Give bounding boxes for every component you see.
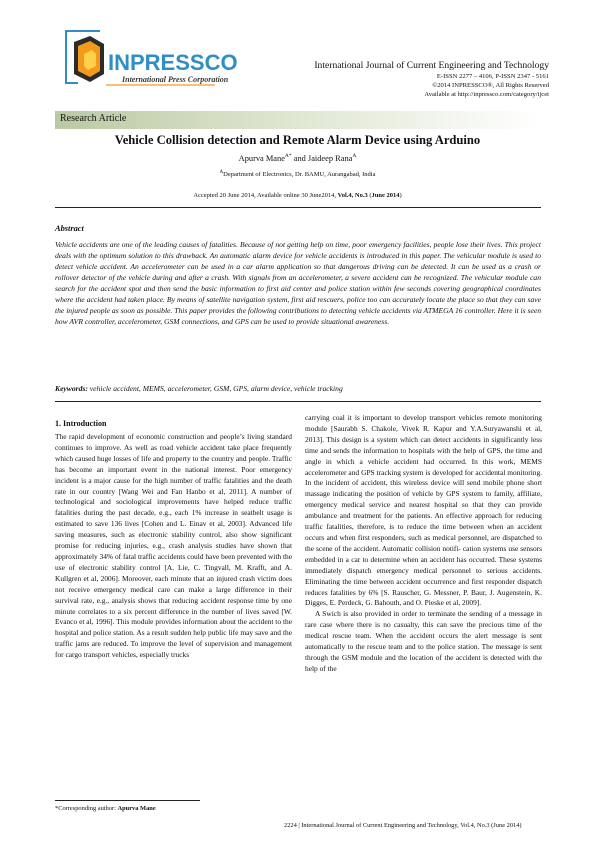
footnote-rule: [55, 800, 200, 801]
journal-title: International Journal of Current Engineering and Technology: [314, 60, 549, 71]
rule-bottom: [55, 401, 541, 402]
column-left: [55, 432, 292, 661]
intro-paragraph-3: A Swich is also provided in order to terminate the sending of a message in rare case where there is no casualty, this can save the precious time of the medical rescue team. When the accident occurs the alert message is sent automatically to the rescue team and to the police station. The message is sent through the GSM module and the location of the accident is detected with the help of the: [305, 609, 542, 673]
svg-text:International Press Corporatio: International Press Corporation: [122, 75, 229, 84]
svg-text:INPRESSCO: INPRESSCO: [108, 50, 238, 75]
affiliation: $^A$Department of Electronics, Dr. BAMU, Aurangabad, India: [219, 170, 376, 179]
journal-header: [314, 60, 549, 99]
intro-paragraph-2: carrying coal it is important to develop transport vehicles remote monitoring module [Saurabh S. Chakole, Vivek R. Kapur and Y.A.Suryawanshi et al, 2013]. This design is a system which can detect accidents in significantly less time and sends the information to hospitals with the help of GPS, the time and angle in which a vehicle accident had occurred. In this work, MEMS accelerometer and GPS tracking system is developed for accidental monitoring. In the incident of accident, this wireless device will send mobile phone short massage indicating the position of vehicle by GPS system to family, affiliate, emergency medical service and nearest hospital so that they can provide ambulance and treatment for the patients. An effective approach for reducing traffic fatalities, therefore, is to reduce the time between when an accident occurs and when first responders, such as medical personnel, are dispatched to the scene of the accident. Automatic collision notifi- cation systems use sensors embedded in a car to determine when an accident has occurred. These systems immediately dispatch emergency medical personnel to serious accidents. Eliminating the time between accident occurrence and first responder dispatch reduces fatalities by 6% [S. Rauscher, G. Messner, P. Baur, J. Augenstein, K. Digges, E. Perdeck, G. Bahouth, and O. Pieske et al, 2009].: [305, 413, 542, 608]
keywords-label: Keywords:: [55, 384, 88, 393]
intro-paragraph-1: The rapid development of economic construction and people’s living standard continues to improve. As well as road vehicle accident take place frequently which caused huge losses of life and property to the country and people. Traffic has become an important event in the national interest. Poor emergency incident is a major cause for the high number of traffic fatalities and the death rate in our country [Wang Wei and Fan Hanbo et al, 2011]. A number of technological and sociological improvements have helped reduce traffic fatalities during the past decade, e.g., each 1% increase in seatbelt usage is estimated to save 136 lives [Cohen and L. Einav et al, 2003]. Advanced life saving measures, such as electronic stability control, also show significant promise for reducing injuries, e.g., crash analysis studies have shown that approximately 34% of fatal traffic accidents could have been prevented with the use of electronic stability control [A. Lie, C. Tingvall, M. Krafft, and A. Kullgren et al, 2006]. Moreover, each minute that an injured crash victim does not receive emergency medical care can make a large difference in their survival rate, e.g., analysis shows that reducing accident response time by one minute correlates to a six percent difference in the number of lives saved [W. Evanco et al, 1996]. This module provides information about the accident to the hospital and police station. As a result sudden help public life may save and the traffic jams are reduced. To improve the level of supervision and management for cargo transport vehicles, especially trucks: [55, 432, 292, 660]
page-footer: 2224 | International Journal of Current Engineering and Technology, Vol.4, No.3 (June 2014): [284, 822, 522, 829]
footnote: *Corresponding author: Apurva Mane: [55, 805, 156, 812]
accepted-line: Accepted 20 June 2014, Available online 30 June2014, Vol.4, No.3 (June 2014): [193, 192, 402, 199]
copyright: ©2014 INPRESSCO®, All Rights Reserved: [432, 82, 549, 89]
paper-title: Vehicle Collision detection and Remote Alarm Device using Arduino: [114, 133, 481, 147]
journal-url[interactable]: Available at http://inpressco.com/category/ijcet: [424, 91, 549, 98]
abstract-text: Vehicle accidents are one of the leading causes of fatalities. Because of not getting help on time, poor emergency facilities, people lose their lives. This project deals with the optimum solution to this drawback. An automatic alarm device for vehicle accidents is introduced in this paper. The vehicular module is used to detect vehicle accident. An accelerometer can be used in a car alarm application so that dangerous driving can be detected. It can be used as a crash or rollover detector of the vehicle during and after a crash. With signals from an accelerometer, a severe accident can be recognized. The vehicular module can search for the accident spot and then send the basic information to first aid center and police station within few seconds covering geographical coordinates where the accident had taken place. By means of satellite navigation system, first aid rescuers, police too can accurately locate the place so that they can save the injured people as soon as possible. This paper provides the following contributions to detecting vehicle accidents via ATMEGA 16 controller. Here it is seen how AVR controller, accelerometer, GSM connections, and GPS can be used to provide situational awareness.: [55, 240, 541, 326]
issn: E-ISSN 2277 – 4106, P-ISSN 2347 - 5161: [436, 73, 549, 80]
article-type-bar: [55, 111, 541, 129]
rule-top: [55, 207, 541, 208]
section-heading-introduction: 1. Introduction: [55, 419, 107, 428]
column-right: [305, 413, 542, 675]
article-type: Research Article: [60, 113, 127, 124]
authors: Apurva Mane$^{A*}$ and Jaideep Rana$^A$: [238, 153, 357, 163]
keywords: [55, 384, 541, 393]
keywords-list: vehicle accident, MEMS, accelerometer, GSM, GPS, alarm device, vehicle tracking: [87, 384, 343, 393]
abstract-heading: Abstract: [55, 224, 84, 233]
inpressco-logo: [60, 26, 238, 96]
